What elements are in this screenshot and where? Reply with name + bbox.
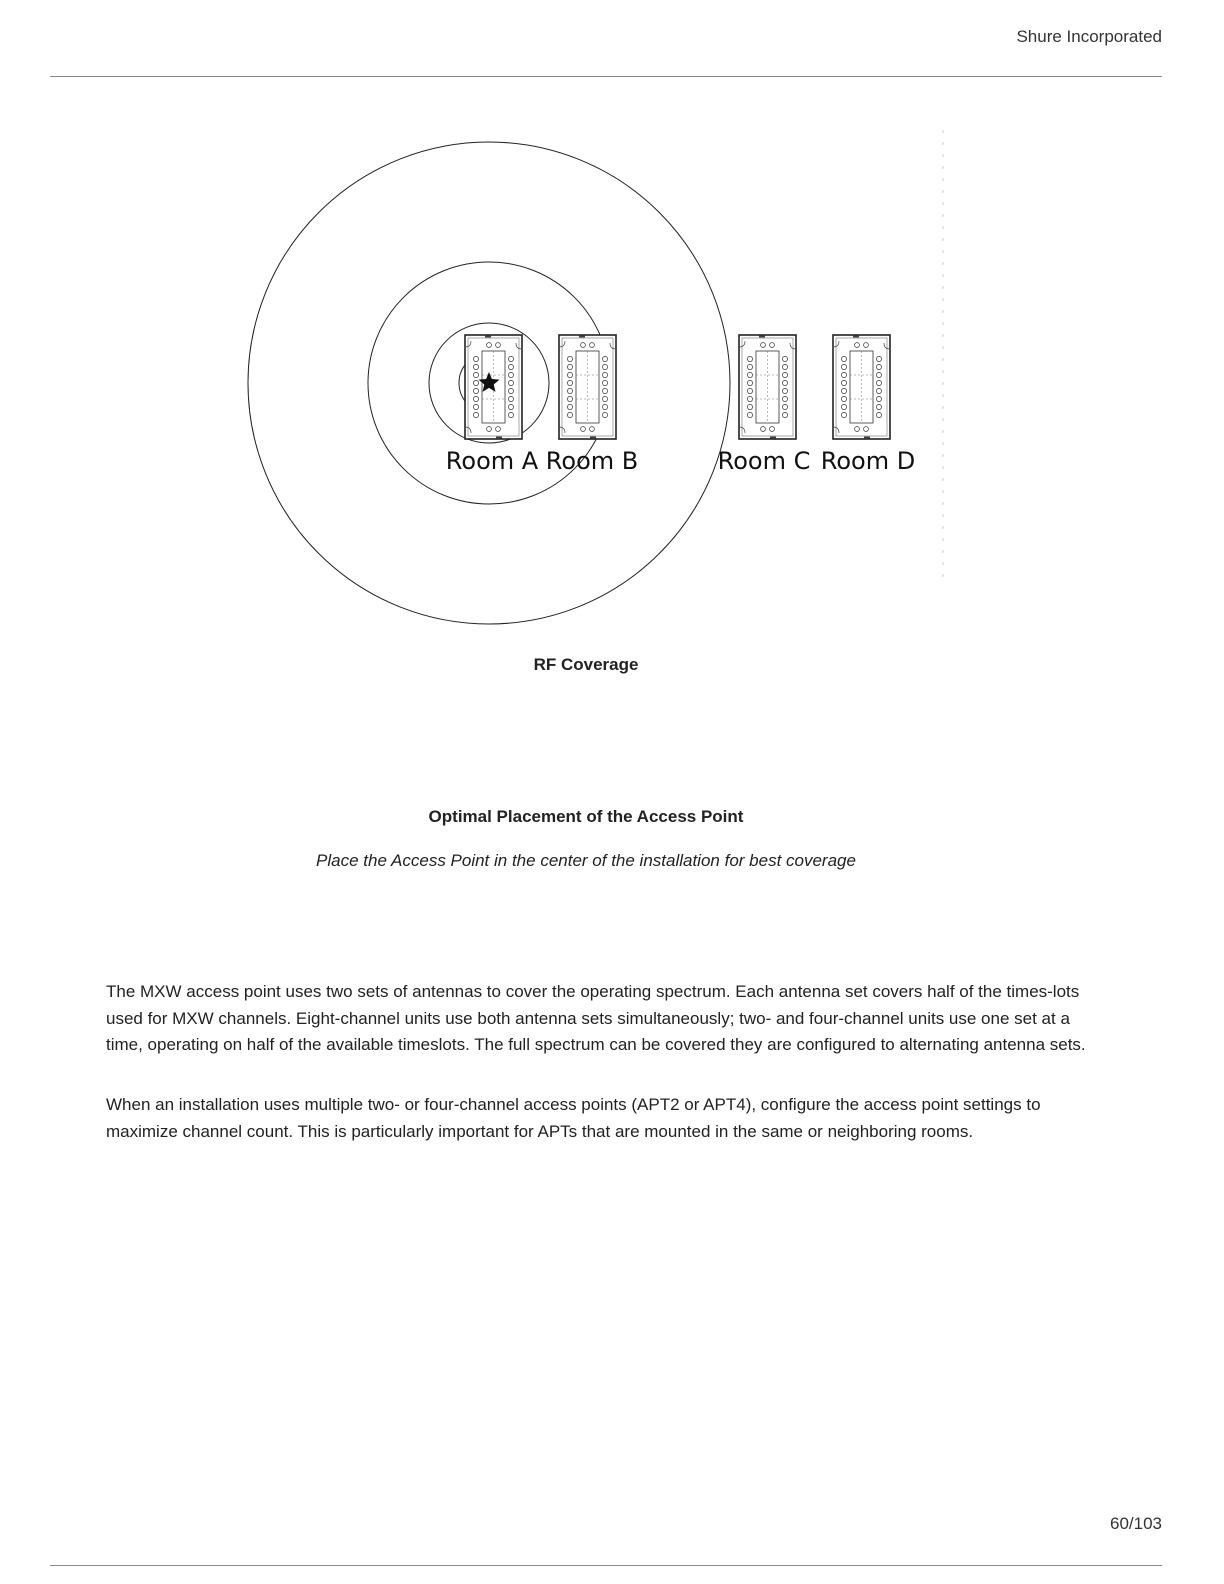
header-company: Shure Incorporated [1016,27,1162,46]
body-paragraph-2: When an installation uses multiple two- or four-channel access points (APT2 or APT4), configure the access point settings to maximize channel count. This is particularly important for APTs that are mounted in the same or neighboring rooms. [106,1095,1041,1141]
section-subtitle: Place the Access Point in the center of the installation for best coverage [316,851,856,870]
room-b-floorplan [559,335,616,439]
room-label-c: Room C [717,447,811,475]
body-paragraph-1: The MXW access point uses two sets of antennas to cover the operating spectrum. Each antenna set covers half of the times-lots used for MXW channels. Eight-channel units use both antenna sets simultaneously; two- and four-channel units use one set at a time, operating on half of the available timeslots. The full spectrum can be covered they are configured to alternating antenna sets. [106,982,1086,1054]
section-title: Optimal Placement of the Access Point [428,807,744,826]
room-label-a: Room A [445,447,539,475]
room-label-d: Room D [820,447,916,475]
room-label-b: Room B [545,447,639,475]
footer-rule [50,1565,1162,1566]
page-number: 60/103 [1110,1514,1162,1533]
rf-coverage-diagram [0,0,1224,640]
room-d-floorplan [833,335,890,439]
room-c-floorplan [739,335,796,439]
figure-caption: RF Coverage [533,655,639,674]
